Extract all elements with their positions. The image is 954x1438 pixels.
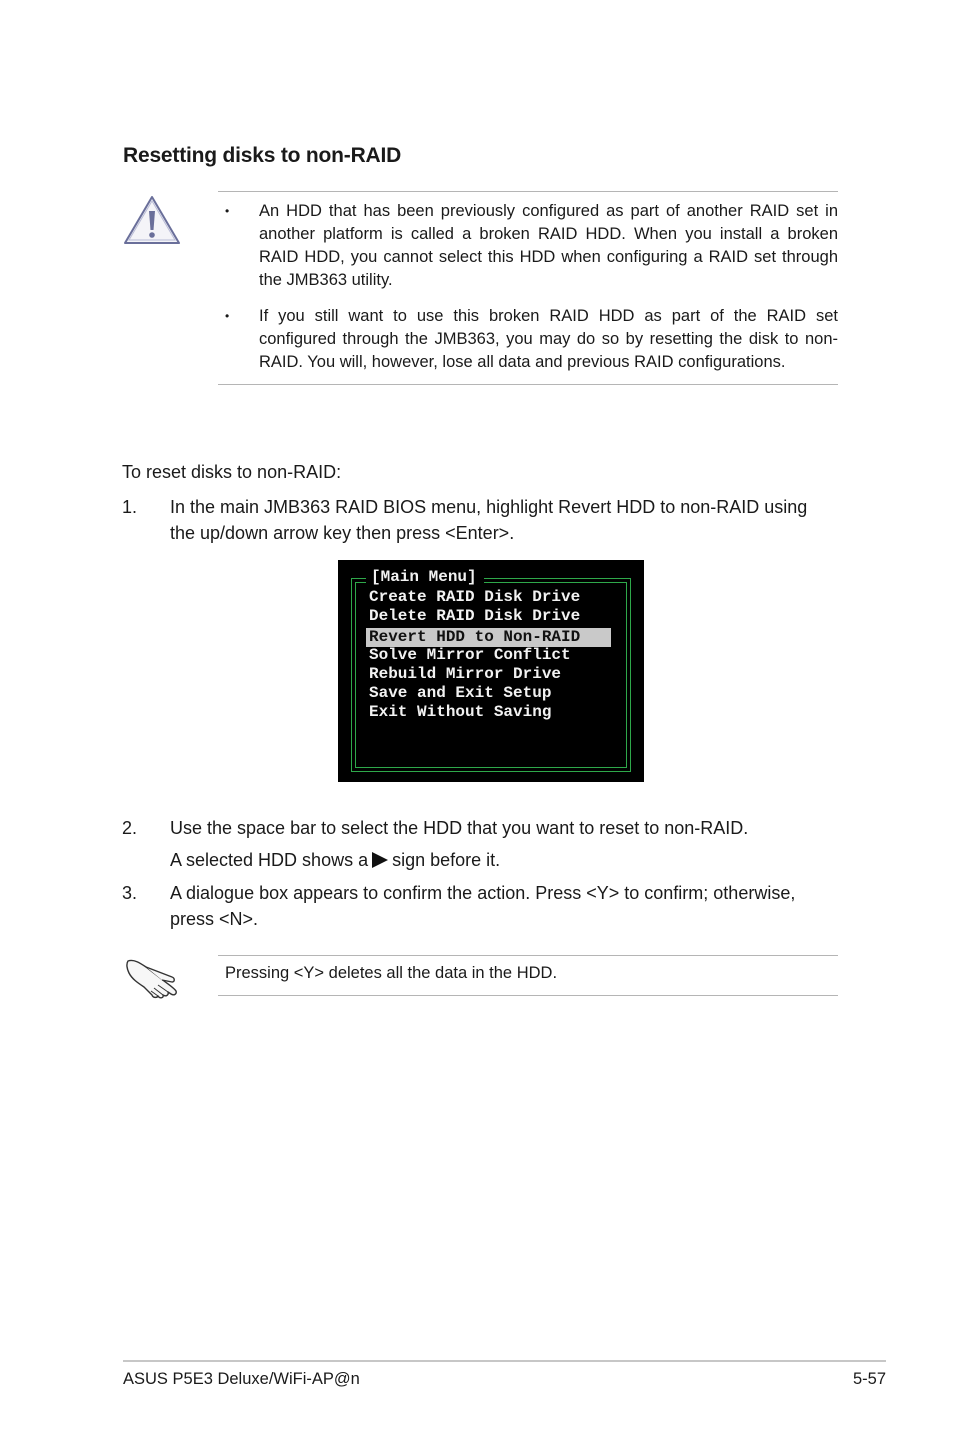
step-2	[122, 815, 822, 873]
bios-menu-item[interactable]: Rebuild Mirror Drive	[369, 665, 562, 683]
footer-product-name: ASUS P5E3 Deluxe/WiFi-AP@n	[123, 1370, 360, 1388]
step-number: 1.	[122, 497, 138, 517]
step-text-part: A selected HDD shows a	[170, 850, 369, 870]
step-text: Use the space bar to select the HDD that you want to reset to non-RAID.	[170, 818, 749, 838]
caution-bullet-text: If you still want to use this broken RAID HDD as part of the RAID set configured through the JMB363, you may do so by resetting the disk to non-RAID. You will, however, lose all data and previous RAID configurations.	[259, 307, 838, 371]
bios-menu-item[interactable]: Exit Without Saving	[369, 703, 552, 721]
bios-menu-title: [Main Menu]	[371, 568, 477, 586]
step-text: In the main JMB363 RAID BIOS menu, highlight Revert HDD to non-RAID using the up/down arrow key then press <Enter>.	[170, 497, 808, 543]
footer-divider	[123, 1360, 886, 1362]
caution-bullet: • An HDD that has been previously configured as part of another RAID set in another platform is called a broken RAID HDD. When you install a broken RAID HDD, you cannot select this HDD when configuring a RAID set through the JMB363 utility.	[218, 200, 838, 292]
step-text: A dialogue box appears to confirm the action. Press <Y> to confirm; otherwise, press <N>.	[170, 883, 796, 929]
bios-menu-item[interactable]: Solve Mirror Conflict	[369, 646, 571, 664]
step-text-extra	[170, 847, 822, 873]
bios-menu-item[interactable]: Create RAID Disk Drive	[369, 588, 581, 606]
step-number: 3.	[122, 883, 138, 903]
note-box	[218, 955, 838, 996]
note-text: Pressing <Y> deletes all the data in the HDD.	[225, 964, 558, 982]
caution-box	[218, 191, 838, 385]
triangle-marker-icon	[372, 852, 388, 868]
bios-menu-item[interactable]: Save and Exit Setup	[369, 684, 552, 702]
bios-menu-item-selected[interactable]: Revert HDD to Non-RAID	[366, 628, 611, 647]
step-3	[122, 880, 822, 932]
step-text-part: sign before it.	[392, 850, 501, 870]
caution-bullet: • If you still want to use this broken RAID HDD as part of the RAID set configured through the JMB363, you may do so by resetting the disk to non-RAID. You will, however, lose all data and previous RAID configurations.	[218, 305, 838, 374]
step-number: 2.	[122, 818, 138, 838]
bios-menu-screenshot	[338, 560, 644, 782]
intro-text: To reset disks to non-RAID:	[122, 462, 342, 482]
pointing-hand-icon	[124, 953, 180, 999]
caution-bullet-text: An HDD that has been previously configured as part of another RAID set in another platform is called a broken RAID HDD. When you install a broken RAID HDD, you cannot select this HDD when configuring a RAID set through the JMB363 utility.	[259, 202, 838, 289]
footer-page-number: 5-57	[852, 1370, 886, 1388]
warning-triangle-icon	[122, 194, 182, 246]
section-title: Resetting disks to non-RAID	[123, 144, 402, 167]
bios-menu-item[interactable]: Delete RAID Disk Drive	[369, 607, 581, 625]
step-1	[122, 494, 822, 546]
